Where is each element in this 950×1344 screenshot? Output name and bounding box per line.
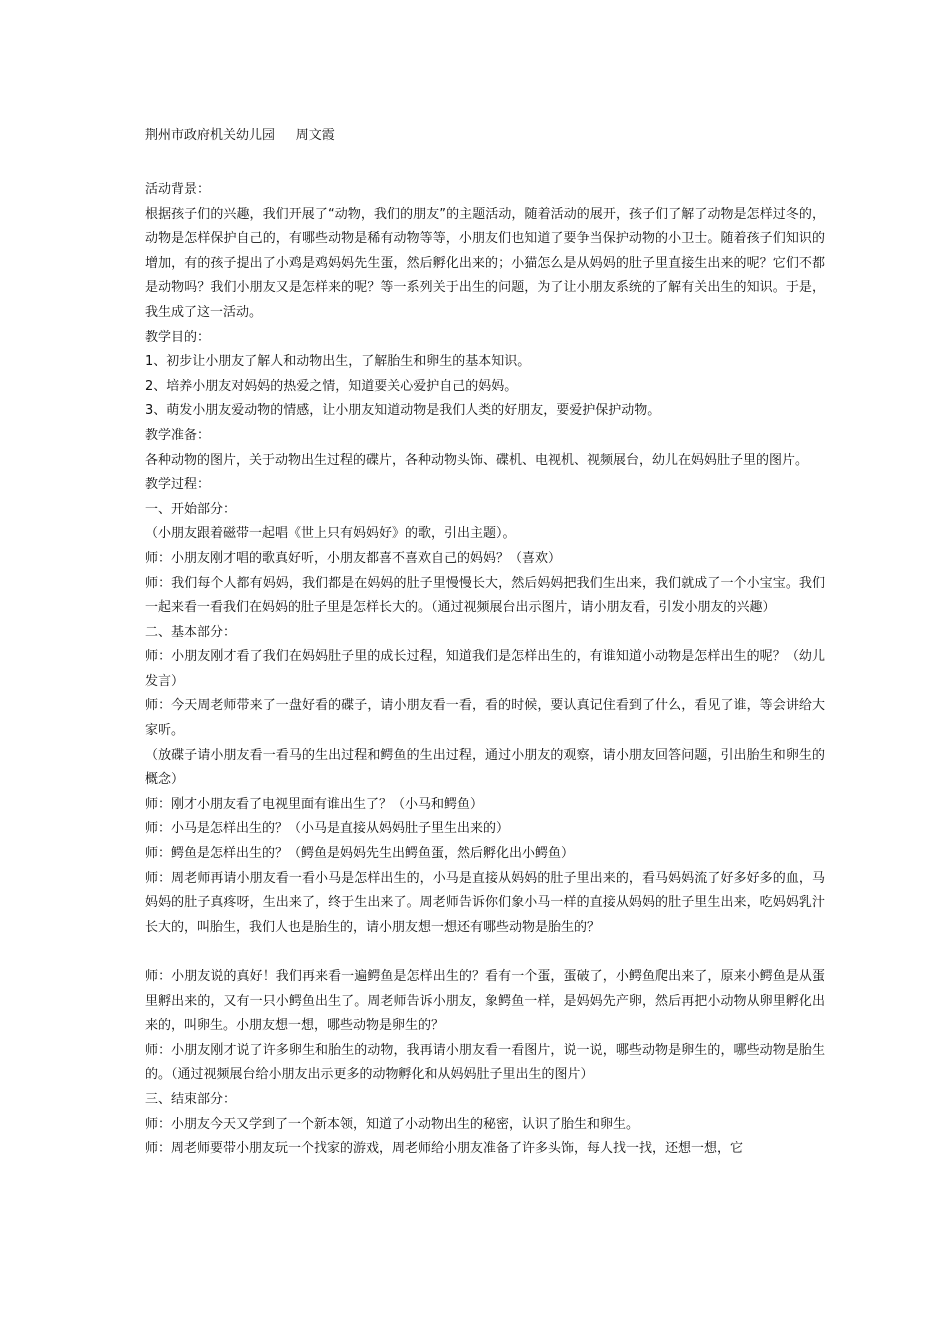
paragraph-background: 根据孩子们的兴趣，我们开展了“动物，我们的朋友”的主题活动，随着活动的展开，孩子们了解了动物是怎样过冬的，动物是怎样保护自己的，有哪些动物是稀有动物等等，小朋友们也知道了要争当保护动物的小卫士。随着孩子们知识的增加，有的孩子提出了小鸡是鸡妈妈先生蛋，然后孵化出来的；小猫怎么是从妈妈的肚子里直接生出来的呢？它们不都是动物吗？我们小朋友又是怎样来的呢？等一系列关于出生的问题，为了让小朋友系统的了解有关出生的知识。于是，我生成了这一活动。 [145,206,825,320]
paragraph: 师：刚才小朋友看了电视里面有谁出生了？（小马和鳄鱼） [145,796,484,812]
section-heading-background: 活动背景： [145,182,211,197]
paragraph: 师：周老师再请小朋友看一看小马是怎样出生的，小马是直接从妈妈的肚子里出来的，看马妈妈流了好多好多的血，马妈妈的肚子真疼呀，生出来了，终于生出来了。周老师告诉你们象小马一样的直接从妈妈的肚子里生出来，吃妈妈乳汁长大的，叫胎生，我们人也是胎生的，请小朋友想一想还有哪些动物是胎生的？ [145,870,825,935]
paragraph: （小朋友跟着磁带一起唱《世上只有妈妈好》的歌，引出主题）。 [145,526,516,542]
paragraph: （放碟子请小朋友看一看马的生出过程和鳄鱼的生出过程，通过小朋友的观察，请小朋友回答问题，引出胎生和卵生的概念） [145,747,825,788]
paragraph-preparation: 各种动物的图片，关于动物出生过程的碟片，各种动物头饰、碟机、电视机、视频展台，幼儿在妈妈肚子里的图片。 [145,452,809,468]
goal-item-1: 1、初步让小朋友了解人和动物出生，了解胎生和卵生的基本知识。 [145,354,531,370]
subheading-basic: 二、基本部分： [145,624,237,640]
paragraph: 师：今天周老师带来了一盘好看的碟子，请小朋友看一看，看的时候，要认真记住看到了什么，看见了谁，等会讲给大家听。 [145,698,825,739]
blank-line [145,940,825,965]
paragraph: 师：小朋友刚才看了我们在妈妈肚子里的成长过程，知道我们是怎样出生的，有谁知道小动物是怎样出生的呢？（幼儿发言） [145,649,825,689]
document-header [145,127,335,145]
kindergarten-name: 荆州市政府机关幼儿园 [145,128,276,143]
subheading-start: 一、开始部分： [145,501,237,517]
paragraph: 师：小朋友说的真好！我们再来看一遍鳄鱼是怎样出生的？看有一个蛋，蛋破了，小鳄鱼爬出来了，原来小鳄鱼是从蛋里孵出来的，又有一只小鳄鱼出生了。周老师告诉小朋友，象鳄鱼一样，是妈妈先产卵，然后再把小动物从卵里孵化出来的，叫卵生。小朋友想一想，哪些动物是卵生的？ [145,969,825,1034]
goal-item-3: 3、萌发小朋友爱动物的情感，让小朋友知道动物是我们人类的好朋友，要爱护保护动物。 [145,403,661,419]
paragraph: 师：周老师要带小朋友玩一个找家的游戏，周老师给小朋友准备了许多头饰，每人找一找，还想一想，它 [145,1141,744,1157]
section-heading-process: 教学过程： [145,477,211,493]
goal-item-2: 2、培养小朋友对妈妈的热爱之情，知道要关心爱护自己的妈妈。 [145,378,518,394]
section-heading-goals: 教学目的： [145,329,211,345]
author-name: 周文霞 [295,128,335,143]
paragraph: 师：小朋友刚才唱的歌真好听，小朋友都喜不喜欢自己的妈妈？（喜欢） [145,550,562,566]
paragraph: 师：小朋友刚才说了许多卵生和胎生的动物，我再请小朋友看一看图片，说一说，哪些动物是卵生的，哪些动物是胎生的。（通过视频展台给小朋友出示更多的动物孵化和从妈妈肚子里出生的图片） [145,1042,825,1083]
paragraph: 师：我们每个人都有妈妈，我们都是在妈妈的肚子里慢慢长大，然后妈妈把我们生出来，我们就成了一个小宝宝。我们一起来看一看我们在妈妈的肚子里是怎样长大的。（通过视频展台出示图片，请小朋友看，引发小朋友的兴趣） [145,575,825,616]
paragraph: 师：小朋友今天又学到了一个新本领，知道了小动物出生的秘密，认识了胎生和卵生。 [145,1116,640,1132]
section-heading-preparation: 教学准备： [145,427,211,443]
paragraph: 师：鳄鱼是怎样出生的？（鳄鱼是妈妈先生出鳄鱼蛋，然后孵化出小鳄鱼） [145,846,575,862]
document-body [145,178,825,1162]
paragraph: 师：小马是怎样出生的？（小马是直接从妈妈肚子里生出来的） [145,821,510,837]
subheading-end: 三、结束部分： [145,1091,237,1107]
